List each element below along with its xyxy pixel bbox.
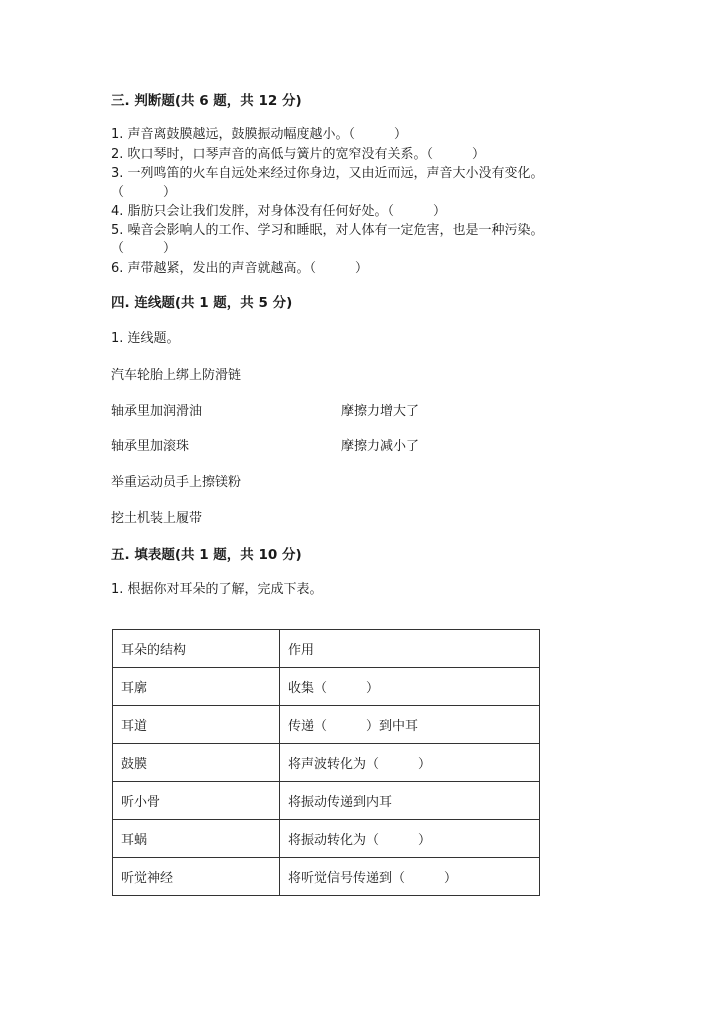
matching-left-item-5: 挖土机装上履带 <box>111 511 203 526</box>
table-cell-function: 将振动传递到内耳 <box>280 782 540 820</box>
judgment-item-5: 5. 噪音会影响人的工作、学习和睡眠，对人体有一定危害，也是一种污染。 <box>111 223 544 238</box>
table-row <box>113 744 540 782</box>
section-5-title: 五. 填表题(共 1 题，共 10 分) <box>111 547 302 563</box>
matching-left-item-3: 轴承里加滚珠 <box>111 439 190 454</box>
matching-right-item-1: 摩擦力增大了 <box>341 404 420 419</box>
table-cell-function: 传递（ ）到中耳 <box>280 706 540 744</box>
table-cell-structure: 耳蜗 <box>113 820 280 858</box>
matching-left-item-4: 举重运动员手上擦镁粉 <box>111 475 242 490</box>
table-cell-function: 将振动转化为（ ） <box>280 820 540 858</box>
judgment-item-5-blank: （ ） <box>111 241 177 256</box>
table-cell-function: 将声波转化为（ ） <box>280 744 540 782</box>
table-header-function: 作用 <box>280 630 540 668</box>
table-cell-structure: 耳廓 <box>113 668 280 706</box>
table-row <box>113 668 540 706</box>
table-header-structure: 耳朵的结构 <box>113 630 280 668</box>
section-4-title: 四. 连线题(共 1 题，共 5 分) <box>111 295 293 311</box>
matching-right-item-2: 摩擦力减小了 <box>341 439 420 454</box>
table-row <box>113 782 540 820</box>
section-3-title: 三. 判断题(共 6 题，共 12 分) <box>111 93 302 109</box>
table-cell-structure: 耳道 <box>113 706 280 744</box>
judgment-item-6: 6. 声带越紧，发出的声音就越高。（ ） <box>111 261 369 276</box>
table-cell-structure: 鼓膜 <box>113 744 280 782</box>
table-cell-structure: 听小骨 <box>113 782 280 820</box>
table-cell-structure: 听觉神经 <box>113 858 280 896</box>
judgment-item-4: 4. 脂肪只会让我们发胖，对身体没有任何好处。（ ） <box>111 204 447 219</box>
table-row <box>113 858 540 896</box>
table-row <box>113 706 540 744</box>
judgment-item-3: 3. 一列鸣笛的火车自远处来经过你身边，又由近而远，声音大小没有变化。 <box>111 166 544 181</box>
table-row <box>113 820 540 858</box>
judgment-item-1: 1. 声音离鼓膜越远，鼓膜振动幅度越小。（ ） <box>111 127 408 142</box>
matching-left-item-1: 汽车轮胎上绑上防滑链 <box>111 368 242 383</box>
table-cell-function: 将听觉信号传递到（ ） <box>280 858 540 896</box>
table-header-row <box>113 630 540 668</box>
judgment-item-2: 2. 吹口琴时，口琴声音的高低与簧片的宽窄没有关系。（ ） <box>111 147 486 162</box>
ear-structure-table <box>112 629 540 896</box>
matching-left-item-2: 轴承里加润滑油 <box>111 404 203 419</box>
table-question: 1. 根据你对耳朵的了解，完成下表。 <box>111 582 323 597</box>
judgment-item-3-blank: （ ） <box>111 185 177 200</box>
table-cell-function: 收集（ ） <box>280 668 540 706</box>
matching-question: 1. 连线题。 <box>111 331 180 346</box>
